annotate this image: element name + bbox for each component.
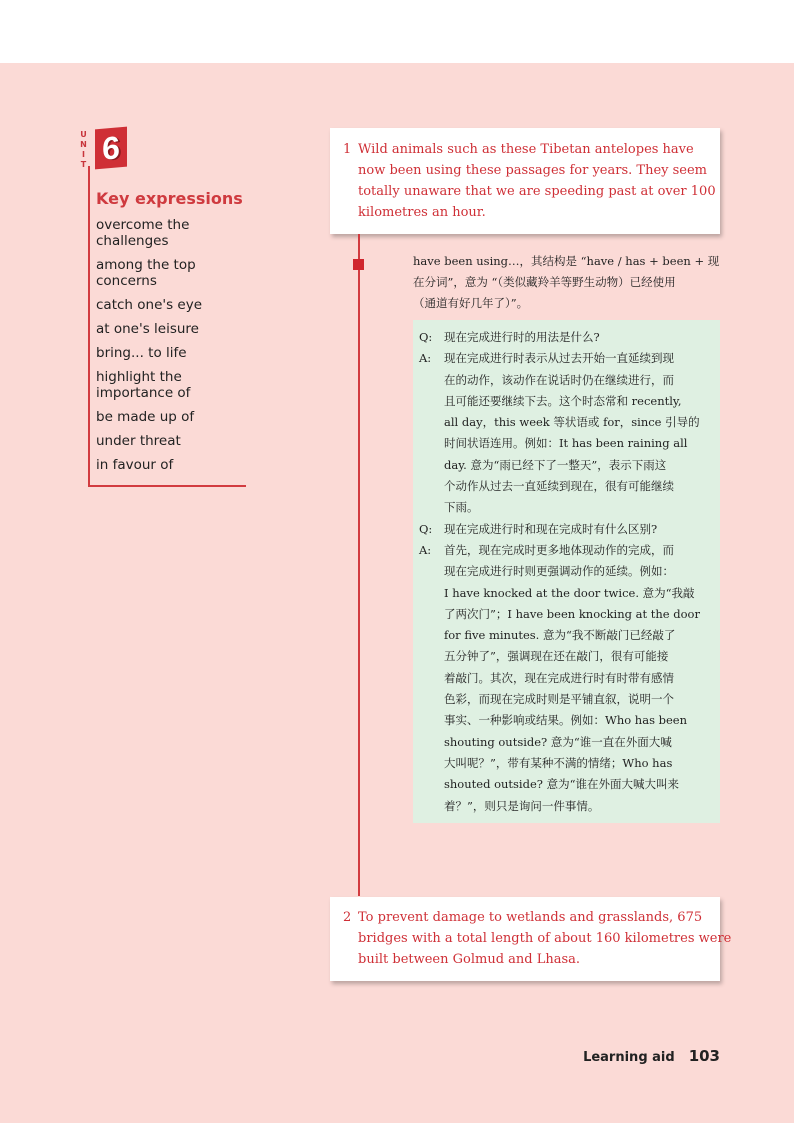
key-expression-line: bring... to life (96, 345, 187, 361)
key-expression-line: in favour of (96, 457, 174, 473)
text-line: 现在完成进行时则更强调动作的延续。例如： (444, 564, 674, 579)
qa-label: Q: (419, 521, 433, 536)
key-expression-line: importance of (96, 385, 191, 401)
qa-label: A: (419, 351, 432, 366)
key-expressions-title: Key expressions (96, 189, 243, 208)
key-expression-line: highlight the (96, 369, 182, 385)
key-expression-item (96, 369, 246, 401)
text-line: To prevent damage to wetlands and grasslands, 675 (358, 910, 703, 925)
key-expression-line: under threat (96, 433, 181, 449)
text-line: have been using…，其结构是 “have / has + been + 现 (413, 254, 720, 268)
text-line: 现在完成进行时的用法是什么? (444, 330, 600, 344)
text-line: 时间状语连用。例如：It has been raining all (444, 436, 688, 451)
text-line: kilometres an hour. (358, 205, 486, 220)
question (419, 519, 710, 540)
key-expression-item (96, 321, 246, 337)
text-line: I have knocked at the door twice. 意为“我敲 (444, 585, 695, 600)
sentence-1-card (330, 128, 720, 234)
text-line: 五分钟了”，强调现在还在敲门，很有可能接 (444, 649, 669, 664)
text-line: 大叫呢？”，带有某种不满的情绪；Who has (444, 755, 673, 770)
key-expression-line: challenges (96, 233, 169, 249)
key-expression-line: at one's leisure (96, 321, 199, 337)
text-line: 下雨。 (444, 500, 479, 515)
bullet-square-icon (353, 259, 364, 270)
key-expression-item (96, 433, 246, 449)
unit-number-badge: 6 (95, 127, 127, 170)
key-expression-line: overcome the (96, 217, 190, 233)
answer (419, 540, 710, 817)
text-line: now been using these passages for years. They seem (358, 163, 707, 178)
key-expression-item (96, 297, 246, 313)
text-line: （通道有好几年了）”。 (413, 296, 529, 310)
grammar-note (413, 251, 733, 314)
text-line: 首先，现在完成时更多地体现动作的完成，而 (444, 542, 674, 557)
key-expressions-list (96, 217, 246, 481)
unit-label: UNIT (79, 130, 88, 170)
qa-label: Q: (419, 330, 433, 344)
text-line: 色彩，而现在完成时则是平铺直叙，说明一个 (444, 692, 674, 707)
text-line: day. 意为“雨已经下了一整天”，表示下雨这 (444, 457, 667, 472)
sentence-1-text (358, 139, 720, 223)
text-line: bridges with a total length of about 160 kilometres were (358, 931, 732, 946)
note-connector-line (358, 234, 360, 896)
text-line: for five minutes. 意为“我不断敲门已经敲了 (444, 628, 676, 643)
text-line: shouting outside? 意为“谁一直在外面大喊 (444, 734, 672, 749)
sentence-2-text (358, 907, 732, 970)
text-line: 在的动作，该动作在说话时仍在继续进行，而 (444, 372, 674, 387)
key-expression-item (96, 217, 246, 249)
page-number: 103 (688, 1047, 720, 1065)
sentence-number: 2 (343, 910, 352, 925)
text-line: 着敲门。其次，现在完成进行时有时带有感情 (444, 670, 674, 685)
key-expression-item (96, 257, 246, 289)
page-footer (583, 1047, 720, 1065)
text-line: built between Golmud and Lhasa. (358, 952, 581, 967)
text-line: Wild animals such as these Tibetan antelopes have (358, 142, 694, 157)
key-expression-line: catch one's eye (96, 297, 203, 313)
text-line: 现在完成进行时表示从过去开始一直延续到现 (444, 351, 674, 366)
key-expression-line: be made up of (96, 409, 195, 425)
sentence-number: 1 (343, 142, 352, 157)
key-expression-item (96, 345, 246, 361)
text-line: 个动作从过去一直延续到现在，很有可能继续 (444, 479, 674, 494)
key-expression-line: concerns (96, 273, 157, 289)
key-expression-item (96, 409, 246, 425)
text-line: totally unaware that we are speeding past at over 100 (358, 184, 716, 199)
text-line: shouted outside? 意为“谁在外面大喊大叫来 (444, 777, 679, 792)
text-line: 现在完成进行时和现在完成时有什么区别? (444, 521, 658, 536)
sentence-2-card (330, 897, 732, 981)
sidebar-divider-vertical (88, 166, 90, 486)
text-line: 了两次门”；I have been knocking at the door (444, 606, 700, 621)
section-name: Learning aid (583, 1050, 675, 1065)
text-line: 事实、一种影响或结果。例如：Who has been (444, 713, 688, 728)
qa-box (413, 320, 720, 823)
key-expression-line: among the top (96, 257, 196, 273)
answer (419, 348, 710, 518)
sidebar-divider-horizontal (88, 485, 246, 487)
text-line: 在分词”，意为 “（类似藏羚羊等野生动物）已经使用 (413, 275, 676, 289)
key-expression-item (96, 457, 246, 473)
text-line: all day，this week 等状语或 for，since 引导的 (444, 415, 700, 430)
text-line: 且可能还要继续下去。这个时态常和 recently, (444, 393, 682, 408)
question (419, 327, 710, 348)
qa-label: A: (419, 542, 432, 557)
text-line: 着？”，则只是询问一件事情。 (444, 798, 600, 813)
